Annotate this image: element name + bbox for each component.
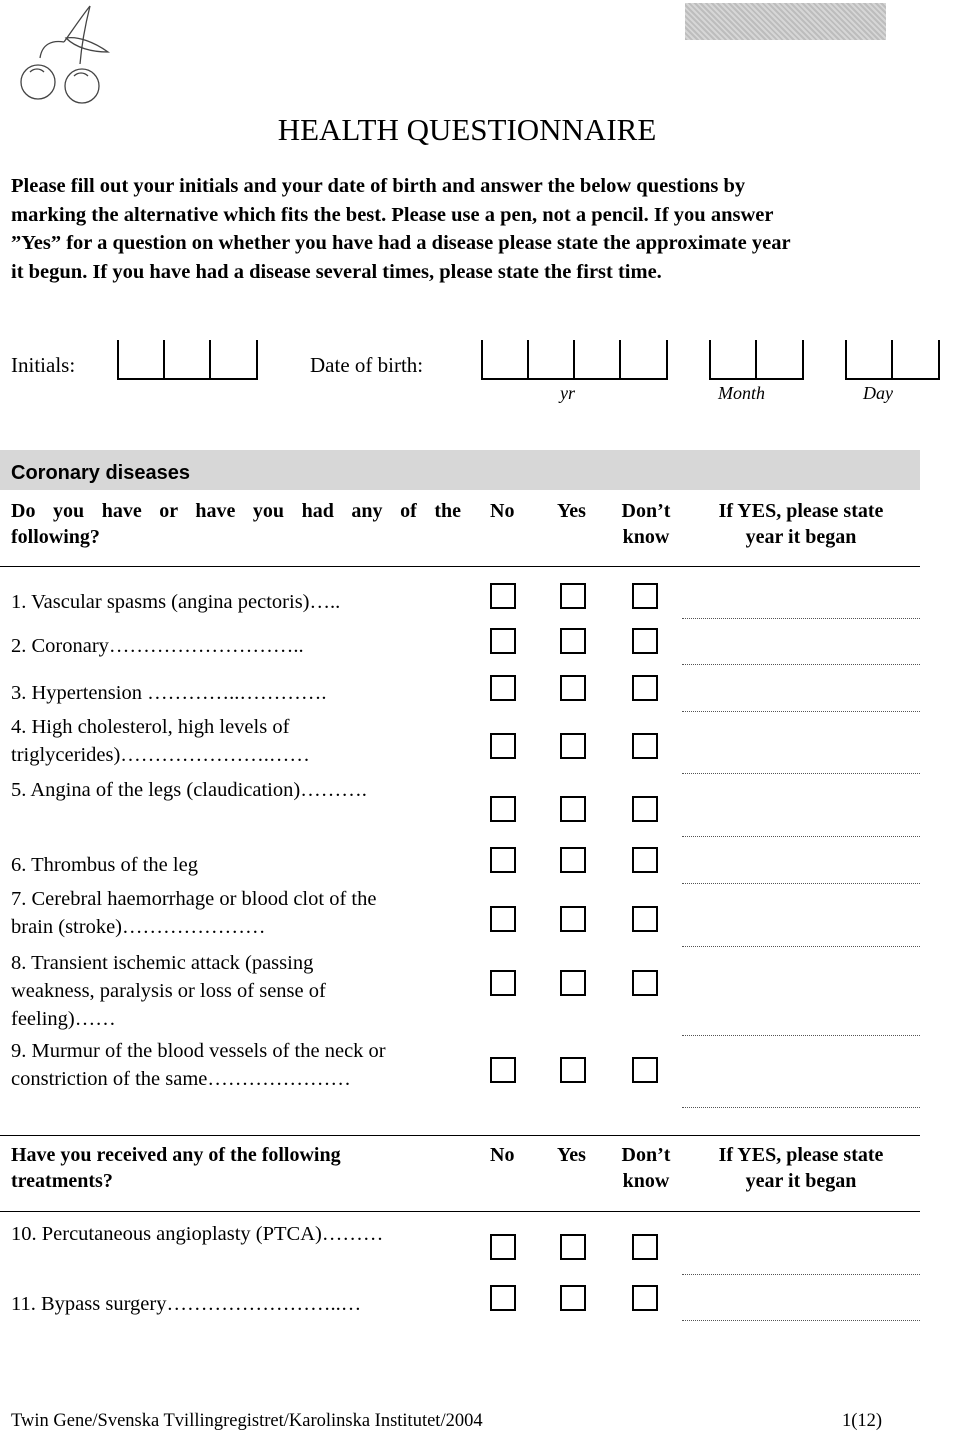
dob-label: Date of birth:	[310, 353, 424, 377]
cherries-logo-icon	[12, 2, 112, 106]
checkbox-dont-know[interactable]	[632, 847, 658, 873]
checkbox-dont-know[interactable]	[632, 583, 658, 609]
question-text	[11, 1220, 383, 1248]
question-line: 2. Coronary………………………..	[11, 635, 304, 657]
section-title: Coronary diseases	[11, 462, 190, 484]
col-dont-know	[618, 1142, 674, 1194]
dob-month-cell[interactable]	[755, 340, 804, 380]
question-line: 1. Vascular spasms (angina pectoris)…..	[11, 591, 341, 613]
checkbox-yes[interactable]	[560, 1285, 586, 1311]
question-line: 4. High cholesterol, high levels of	[11, 716, 290, 738]
checkbox-dont-know[interactable]	[632, 796, 658, 822]
instructions	[11, 172, 957, 286]
col-year-line: year it began	[745, 1170, 857, 1192]
month-caption: Month	[718, 383, 765, 403]
question-text	[11, 776, 367, 804]
checkbox-no[interactable]	[490, 970, 516, 996]
checkbox-yes[interactable]	[560, 583, 586, 609]
col-year-began	[696, 1142, 906, 1194]
checkbox-no[interactable]	[490, 583, 516, 609]
barcode-area	[685, 3, 886, 40]
page-number: 1(12)	[842, 1411, 883, 1431]
divider	[0, 566, 920, 567]
page-title: HEALTH QUESTIONNAIRE	[277, 112, 657, 147]
question-line: 10. Percutaneous angioplasty (PTCA)………	[11, 1223, 384, 1245]
question-line: constriction of the same…………………	[11, 1068, 351, 1090]
checkbox-no[interactable]	[490, 733, 516, 759]
question-text	[11, 588, 340, 616]
checkbox-dont-know[interactable]	[632, 675, 658, 701]
col-dont-know-line: Don’t	[621, 500, 671, 522]
initials-cell[interactable]	[163, 340, 210, 380]
checkbox-no[interactable]	[490, 628, 516, 654]
year-input-line[interactable]	[682, 664, 920, 665]
checkbox-no[interactable]	[490, 1234, 516, 1260]
question-line: 9. Murmur of the blood vessels of the neck or	[11, 1040, 386, 1062]
checkbox-no[interactable]	[490, 1285, 516, 1311]
question-text	[11, 851, 198, 879]
checkbox-yes[interactable]	[560, 733, 586, 759]
section1-question	[11, 498, 461, 550]
question-text	[11, 949, 326, 1033]
initials-cell[interactable]	[117, 340, 164, 380]
checkbox-no[interactable]	[490, 675, 516, 701]
checkbox-no[interactable]	[490, 906, 516, 932]
question-line: following?	[11, 526, 100, 548]
checkbox-yes[interactable]	[560, 970, 586, 996]
checkbox-yes[interactable]	[560, 847, 586, 873]
question-line: 11. Bypass surgery……………………..…	[11, 1293, 362, 1315]
checkbox-yes[interactable]	[560, 675, 586, 701]
checkbox-yes[interactable]	[560, 906, 586, 932]
year-input-line[interactable]	[682, 883, 920, 884]
question-line: 8. Transient ischemic attack (passing	[11, 952, 314, 974]
question-line: 7. Cerebral haemorrhage or blood clot of the	[11, 888, 377, 910]
dob-day-cell[interactable]	[845, 340, 892, 380]
checkbox-dont-know[interactable]	[632, 1057, 658, 1083]
year-input-line[interactable]	[682, 773, 920, 774]
year-input-line[interactable]	[682, 1274, 920, 1275]
question-line: triglycerides)………………….……	[11, 744, 310, 766]
checkbox-yes[interactable]	[560, 796, 586, 822]
question-text	[11, 679, 326, 707]
col-yes: Yes	[557, 500, 586, 522]
initials-cell[interactable]	[209, 340, 258, 380]
dob-year-cell[interactable]	[619, 340, 668, 380]
dob-month-cell[interactable]	[709, 340, 756, 380]
dob-year-cell[interactable]	[481, 340, 528, 380]
year-input-line[interactable]	[682, 1107, 920, 1108]
question-text	[11, 1290, 361, 1318]
checkbox-dont-know[interactable]	[632, 733, 658, 759]
checkbox-no[interactable]	[490, 847, 516, 873]
question-text	[11, 885, 376, 941]
question-text	[11, 632, 304, 660]
year-input-line[interactable]	[682, 946, 920, 947]
dob-day-cell[interactable]	[891, 340, 940, 380]
question-line: 3. Hypertension …………..………….	[11, 682, 327, 704]
col-year-began	[696, 498, 906, 550]
divider	[0, 1135, 920, 1136]
footer-source: Twin Gene/Svenska Tvillingregistret/Karolinska Institutet/2004	[11, 1411, 483, 1431]
checkbox-no[interactable]	[490, 1057, 516, 1083]
year-input-line[interactable]	[682, 1320, 920, 1321]
col-year-line: If YES, please state	[718, 500, 884, 522]
col-year-line: year it began	[745, 526, 857, 548]
year-input-line[interactable]	[682, 1035, 920, 1036]
question-line: 6. Thrombus of the leg	[11, 854, 198, 876]
col-no: No	[490, 1144, 515, 1166]
instructions-line: Please fill out your initials and your date of birth and answer the below questions by	[11, 175, 746, 197]
col-dont-know-line: know	[622, 1170, 670, 1192]
col-yes: Yes	[557, 1144, 586, 1166]
dob-year-cell[interactable]	[527, 340, 574, 380]
checkbox-yes[interactable]	[560, 1057, 586, 1083]
col-dont-know	[618, 498, 674, 550]
question-line: treatments?	[11, 1170, 113, 1192]
checkbox-yes[interactable]	[560, 628, 586, 654]
initials-label: Initials:	[11, 353, 76, 377]
instructions-line: it begun. If you have had a disease several times, please state the first time.	[11, 260, 662, 283]
checkbox-dont-know[interactable]	[632, 628, 658, 654]
question-line: 5. Angina of the legs (claudication)……….	[11, 779, 367, 801]
col-dont-know-line: Don’t	[621, 1144, 671, 1166]
divider	[0, 1211, 920, 1212]
checkbox-dont-know[interactable]	[632, 906, 658, 932]
question-line: feeling)……	[11, 1008, 116, 1030]
col-dont-know-line: know	[622, 526, 670, 548]
question-text	[11, 1037, 386, 1093]
dob-year-cell[interactable]	[573, 340, 620, 380]
instructions-line: marking the alternative which fits the best. Please use a pen, not a pencil. If you answer	[11, 203, 774, 226]
day-caption: Day	[863, 383, 893, 403]
question-line: Have you received any of the following	[11, 1144, 341, 1166]
question-line: brain (stroke)…………………	[11, 916, 266, 938]
year-input-line[interactable]	[682, 836, 920, 837]
col-year-line: If YES, please state	[718, 1144, 884, 1166]
checkbox-dont-know[interactable]	[632, 970, 658, 996]
section2-question	[11, 1142, 461, 1194]
checkbox-dont-know[interactable]	[632, 1285, 658, 1311]
checkbox-yes[interactable]	[560, 1234, 586, 1260]
year-input-line[interactable]	[682, 711, 920, 712]
col-no: No	[490, 500, 515, 522]
question-line: weakness, paralysis or loss of sense of	[11, 980, 326, 1002]
checkbox-no[interactable]	[490, 796, 516, 822]
instructions-line: ”Yes” for a question on whether you have had a disease please state the approximate year	[11, 232, 791, 254]
year-input-line[interactable]	[682, 618, 920, 619]
checkbox-dont-know[interactable]	[632, 1234, 658, 1260]
year-caption: yr	[560, 383, 575, 403]
question-line: Do you have or have you had any of the	[11, 500, 461, 522]
question-text	[11, 713, 310, 769]
